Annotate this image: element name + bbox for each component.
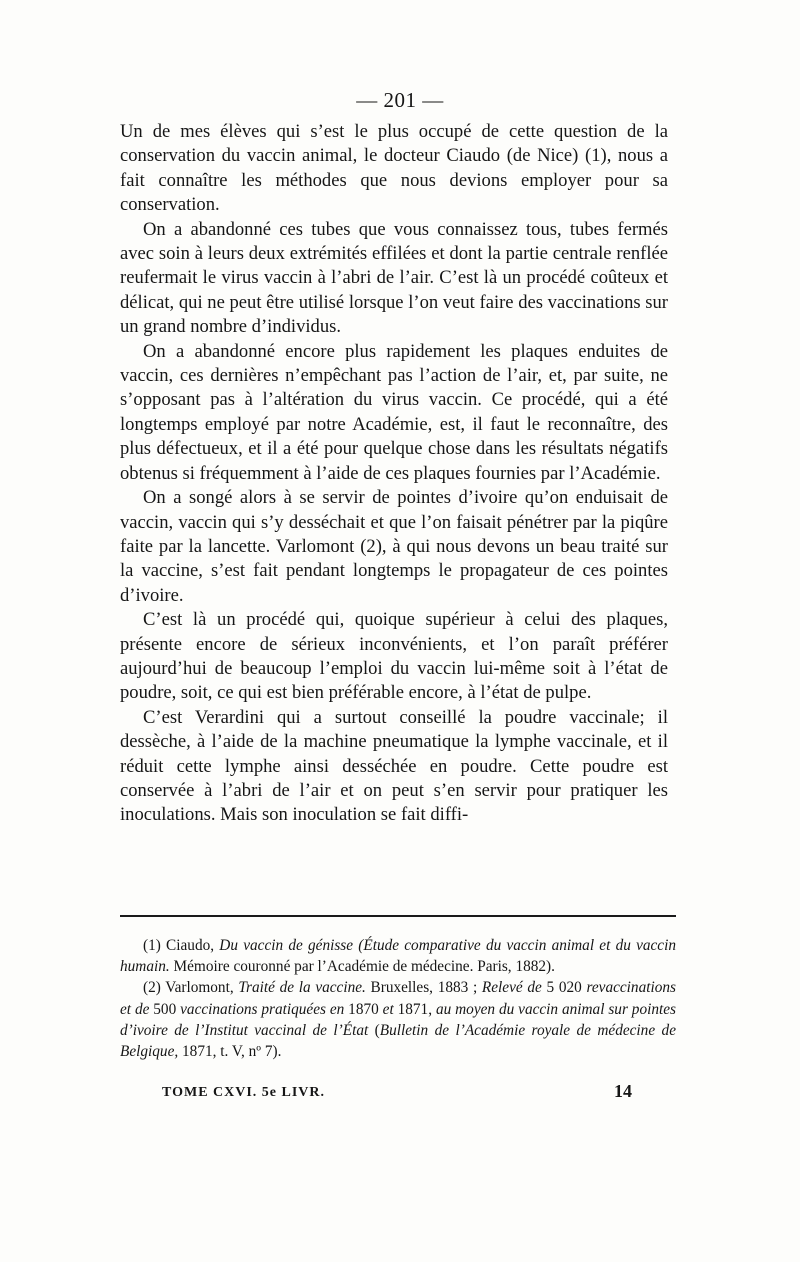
paragraph-2: On a abandonné ces tubes que vous connaissez tous, tubes fermés avec soin à leurs deux extrémités effilées et dont la partie centrale renflée reufermait le virus vaccin à l’abri de l’air. C’est là un procédé coûteux et délicat, qui ne peut être utilisé lorsque l’on veut faire des vaccinations sur un grand nombre d’individus.	[120, 218, 668, 338]
paragraph-1: Un de mes élèves qui s’est le plus occupé de cette question de la conservation du vaccin animal, le docteur Ciaudo (de Nice) (1), nous a fait connaître les méthodes que nous devions employer pour sa conservation.	[120, 121, 668, 216]
footnote-2-rest: 1871, t. V, nº 7).	[178, 1043, 282, 1061]
footnote-2	[120, 977, 676, 1062]
footnote-2-title: Bulletin de l’Académie royale de médecine de Belgique,	[120, 1021, 676, 1061]
footnote-2-title: vaccinations pratiquées en	[180, 1000, 345, 1018]
footnote-2-title: et	[382, 1000, 394, 1018]
footnote-2-marker: (2) Varlomont,	[143, 979, 239, 997]
footnote-1	[120, 935, 676, 977]
footnote-2-part: 1871,	[393, 1000, 436, 1018]
footnotes	[120, 935, 676, 1062]
page-number: — 201 —	[356, 88, 444, 112]
main-text	[120, 120, 668, 828]
footnote-1-title: Du vaccin de génisse (Étude comparative du vaccin animal et du vaccin humain.	[120, 937, 676, 976]
footnote-2-title: Relevé de	[481, 979, 542, 997]
paragraph-6: C’est Verardini qui a surtout conseillé la poudre vaccinale; il dessèche, à l’aide de la machine pneumatique la lymphe vaccinale, et il réduit cette lymphe ainsi desséchée en poudre. Cette poudre est conservée à l’abri de l’air et on peut s’en servir pour pratiquer les inoculations. Mais son inoculation se fait diffi-	[120, 706, 668, 826]
footnote-rule	[120, 915, 676, 917]
sheet-number: 14	[614, 1081, 632, 1101]
footnote-2-part: 5 020	[541, 979, 587, 997]
footnote-2-title: Traité de la vaccine.	[238, 979, 366, 997]
paragraph-5: C’est là un procédé qui, quoique supérieur à celui des plaques, présente encore de sérieux inconvénients, et l’on paraît préférer aujourd’hui de beaucoup l’emploi du vaccin lui-même soit à l’état de poudre, soit, ce qui est bien préférable encore, à l’état de pulpe.	[120, 609, 668, 704]
footnote-1-rest: Mémoire couronné par l’Académie de médecine. Paris, 1882).	[169, 958, 555, 976]
footnote-2-title: au moyen du vaccin animal sur pointes d’ivoire de l’Institut vaccinal de l’État	[120, 1000, 676, 1039]
paragraph-4: On a songé alors à se servir de pointes d’ivoire qu’on enduisait de vaccin, vaccin qui s’y desséchait et que l’on faisait pénétrer par la piqûre faite par la lancette. Varlomont (2), à qui nous devons un beau traité sur la vaccine, s’est fait pendant longtemps le propagateur de ces pointes d’ivoire.	[120, 487, 668, 606]
footnote-2-part: 500	[149, 1000, 181, 1018]
footnote-2-title: revaccinations et de	[120, 979, 676, 1018]
volume-signature: TOME CXVI. 5e LIVR.	[162, 1085, 326, 1100]
footnote-2-part: (	[368, 1021, 380, 1039]
footnote-2-part: 1870	[344, 1000, 383, 1018]
footnote-2-part: Bruxelles, 1883 ;	[365, 979, 482, 997]
footnote-1-marker: (1) Ciaudo,	[143, 937, 220, 954]
paragraph-3: On a abandonné encore plus rapidement les plaques enduites de vaccin, ces dernières n’empêchant pas l’action de l’air, et, par suite, ne s’opposant pas à l’altération du virus vaccin. Ce procédé, qui a été longtemps employé par notre Académie, est, il faut le reconnaître, des plus défectueux, et il a été pour quelque chose dans les résultats négatifs obtenus si fréquemment à l’aide de ces plaques fournies par l’Académie.	[120, 340, 668, 484]
